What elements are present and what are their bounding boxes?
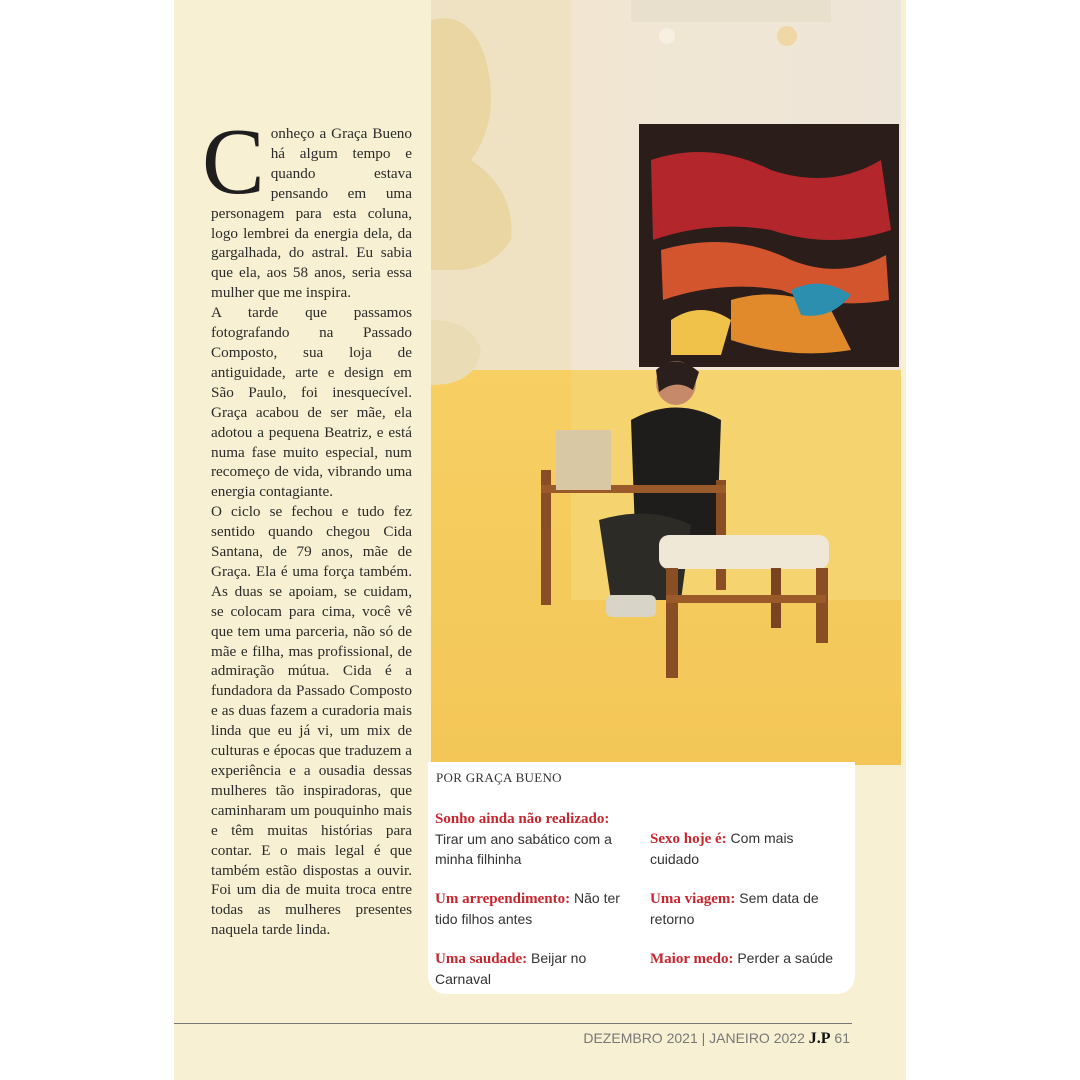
photo-illustration — [431, 0, 901, 765]
qa-question: Uma saudade: — [435, 951, 528, 967]
qa-card — [428, 762, 855, 994]
qa-answer: Com mais cuidado — [650, 830, 794, 867]
page-number: 61 — [834, 1030, 850, 1046]
magazine-logo: J.P — [808, 1030, 831, 1047]
paragraph-1-text: onheço a Graça Bueno há algum tempo e quando estava pensando em uma personagem para esta coluna, logo lembrei da energia dela, da gargalhada, do astral. Eu sabia que ela, aos 58 anos, seria essa mulher que me inspira. — [211, 125, 412, 302]
drop-cap: C — [202, 110, 265, 214]
qa-question: Um arrependimento: — [435, 891, 571, 907]
qa-answer: Perder a saúde — [737, 950, 834, 966]
qa-question: Uma viagem: — [650, 891, 736, 907]
qa-answer: Tirar um ano sabático com a minha filhinha — [435, 831, 612, 867]
qa-question: Maior medo: — [650, 951, 734, 967]
qa-item-trip — [650, 888, 845, 929]
article-paragraph-2: A tarde que passamos fotografando na Passado Composto, sua loja de antiguidade, arte e design em São Paulo, foi inesquecível. Graça acabou de ser mãe, ela adotou a pequena Beatriz, e está numa fase muito especial, num recomeço de vida, vibrando uma energia contagiante. — [211, 304, 412, 501]
qa-question: Sonho ainda não realizado: — [435, 811, 610, 827]
byline: POR GRAÇA BUENO — [436, 770, 562, 785]
issue-date: DEZEMBRO 2021 | JANEIRO 2022 — [583, 1030, 805, 1046]
article-body — [202, 110, 412, 940]
qa-item-regret — [435, 888, 640, 929]
qa-item-longing — [435, 948, 640, 989]
qa-answer: Não ter tido filhos antes — [435, 890, 620, 927]
qa-answer: Sem data de retorno — [650, 890, 819, 927]
article-paragraph-1 — [202, 110, 412, 303]
qa-answer: Beijar no Carnaval — [435, 950, 587, 987]
article-paragraph-3: O ciclo se fechou e tudo fez sentido quando chegou Cida Santana, de 79 anos, mãe de Graça. Ela é uma força também. As duas se apoiam, se cuidam, se colocam para cima, você vê que tem uma parceria, não só de mãe e filha, mas profissional, de admiração mútua. Cida é a fundadora da Passado Composto e as duas fazem a curadoria mais linda que eu já vi, um mix de culturas e épocas que traduzem a experiência e a ousadia dessas mulheres tão inspiradoras, que caminharam um pouquinho mais e têm muitas histórias para contar. E o mais legal é que também estão dispostas a ouvir. Foi um dia de muita troca entre todas as mulheres presentes naquela tarde linda. — [211, 503, 412, 939]
portrait-photo — [431, 0, 901, 765]
page-footer — [583, 1030, 850, 1048]
footer-divider — [174, 1023, 852, 1024]
qa-item-dream — [435, 808, 640, 869]
qa-item-fear — [650, 948, 850, 969]
qa-item-sex — [650, 828, 840, 869]
qa-question: Sexo hoje é: — [650, 831, 727, 847]
